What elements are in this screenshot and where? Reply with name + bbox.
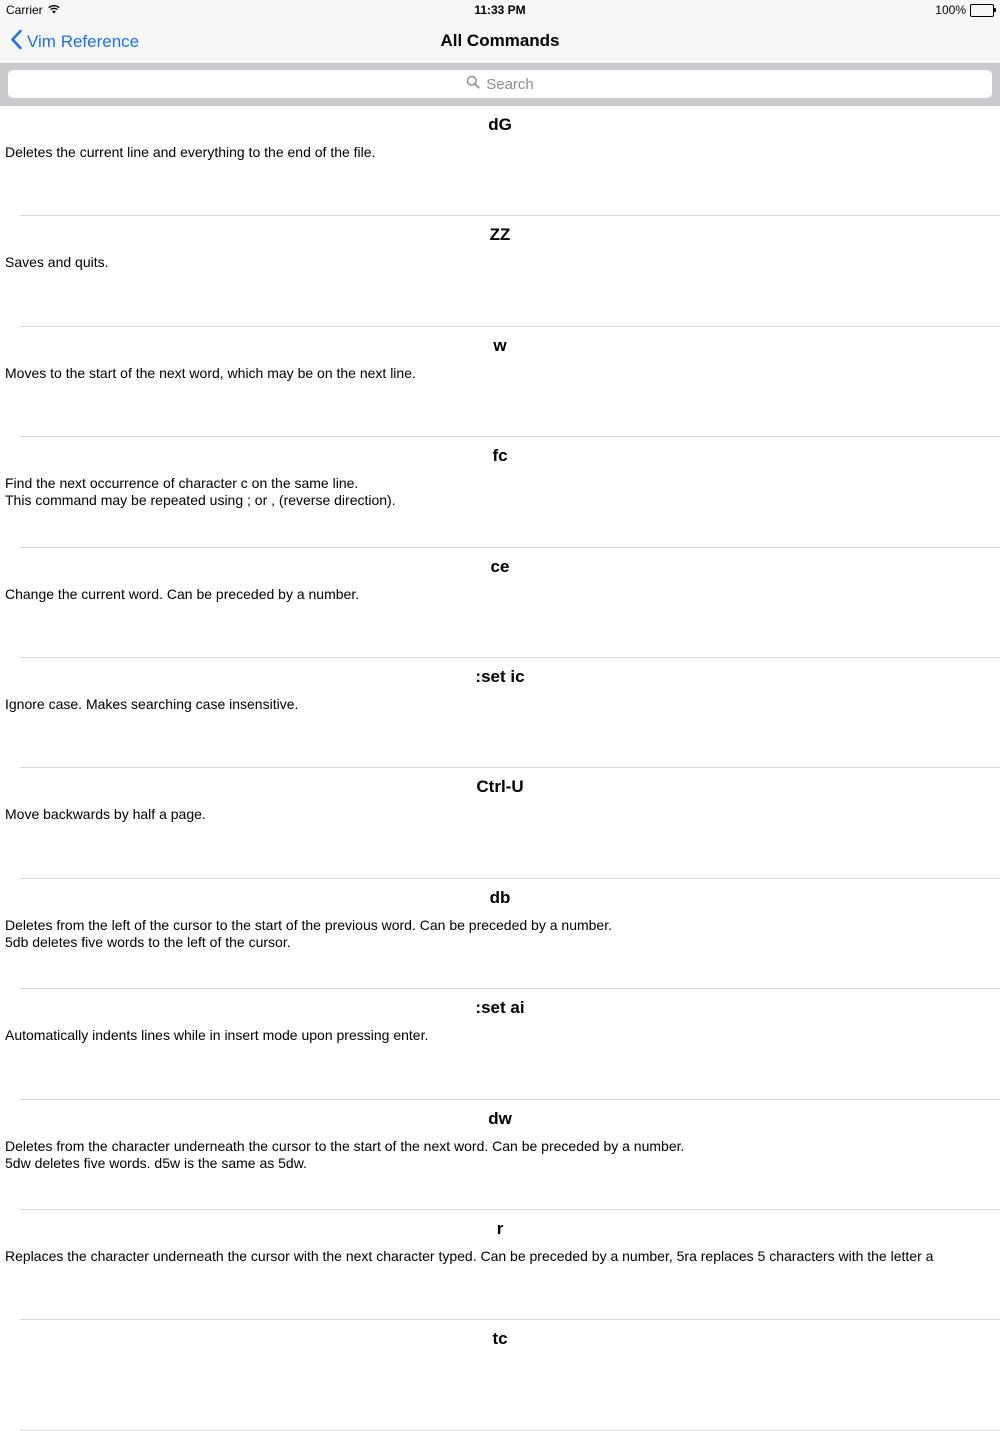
status-right <box>935 3 994 17</box>
command-description: Deletes the current line and everything to the end of the file. <box>5 144 376 160</box>
back-button-label: Vim Reference <box>27 32 140 51</box>
navigation-bar <box>0 20 1000 63</box>
command-name: ce <box>490 556 510 576</box>
command-name: r <box>496 1218 504 1238</box>
page-title: All Commands <box>440 31 560 50</box>
carrier-label: Carrier <box>6 3 43 17</box>
list-item[interactable] <box>5 106 1000 216</box>
list-item[interactable] <box>5 437 1000 547</box>
command-description: Deletes from the left of the cursor to the start of the previous word. Can be preceded by a number. 5db deletes five words to the left of the cursor. <box>5 916 612 950</box>
status-bar <box>0 0 1000 20</box>
command-name: db <box>489 887 511 907</box>
command-description: Ignore case. Makes searching case insensitive. <box>5 695 299 712</box>
search-bar <box>0 63 1000 106</box>
list-item[interactable] <box>5 658 1000 768</box>
command-name: tc <box>492 1329 508 1349</box>
command-name: ZZ <box>489 225 511 245</box>
list-item[interactable] <box>5 768 1000 878</box>
battery-icon <box>970 4 994 17</box>
list-item[interactable] <box>5 216 1000 326</box>
list-item[interactable] <box>5 989 1000 1099</box>
command-name: dG <box>488 115 512 134</box>
command-name: Ctrl-U <box>476 777 524 797</box>
list-item[interactable] <box>20 1320 1000 1430</box>
command-name: w <box>493 335 507 355</box>
command-description: Find the next occurrence of character c on the same line. This command may be repeated using ; or , (reverse direction). <box>5 475 396 509</box>
command-description: Replaces the character underneath the cursor with the next character typed. Can be preceded by a number, 5ra replaces 5 characters with the letter a <box>5 1247 934 1264</box>
command-description: Deletes from the character underneath the cursor to the start of the next word. Can be preceded by a number. 5dw deletes five words. d5w is the same as 5dw. <box>5 1137 685 1171</box>
command-name: fc <box>492 446 508 466</box>
list-item[interactable] <box>5 1210 1000 1320</box>
command-description: Change the current word. Can be preceded by a number. <box>5 585 360 602</box>
list-item[interactable] <box>5 548 1000 658</box>
command-description: Moves to the start of the next word, which may be on the next line. <box>5 364 416 381</box>
search-placeholder: Search <box>486 75 534 93</box>
command-name: :set ai <box>475 998 525 1018</box>
search-icon <box>466 75 480 93</box>
command-description: Automatically indents lines while in insert mode upon pressing enter. <box>5 1027 429 1044</box>
status-time: 11:33 PM <box>474 3 526 17</box>
list-item[interactable] <box>5 1100 1000 1210</box>
list-item[interactable] <box>5 879 1000 989</box>
command-description: Move backwards by half a page. <box>5 806 206 823</box>
command-name: :set ic <box>475 666 525 686</box>
command-name: dw <box>488 1108 512 1128</box>
search-input[interactable] <box>8 70 992 98</box>
command-description: Saves and quits. <box>5 254 109 271</box>
command-list <box>0 106 1000 1349</box>
battery-percent: 100% <box>935 3 966 17</box>
list-item[interactable] <box>5 327 1000 437</box>
